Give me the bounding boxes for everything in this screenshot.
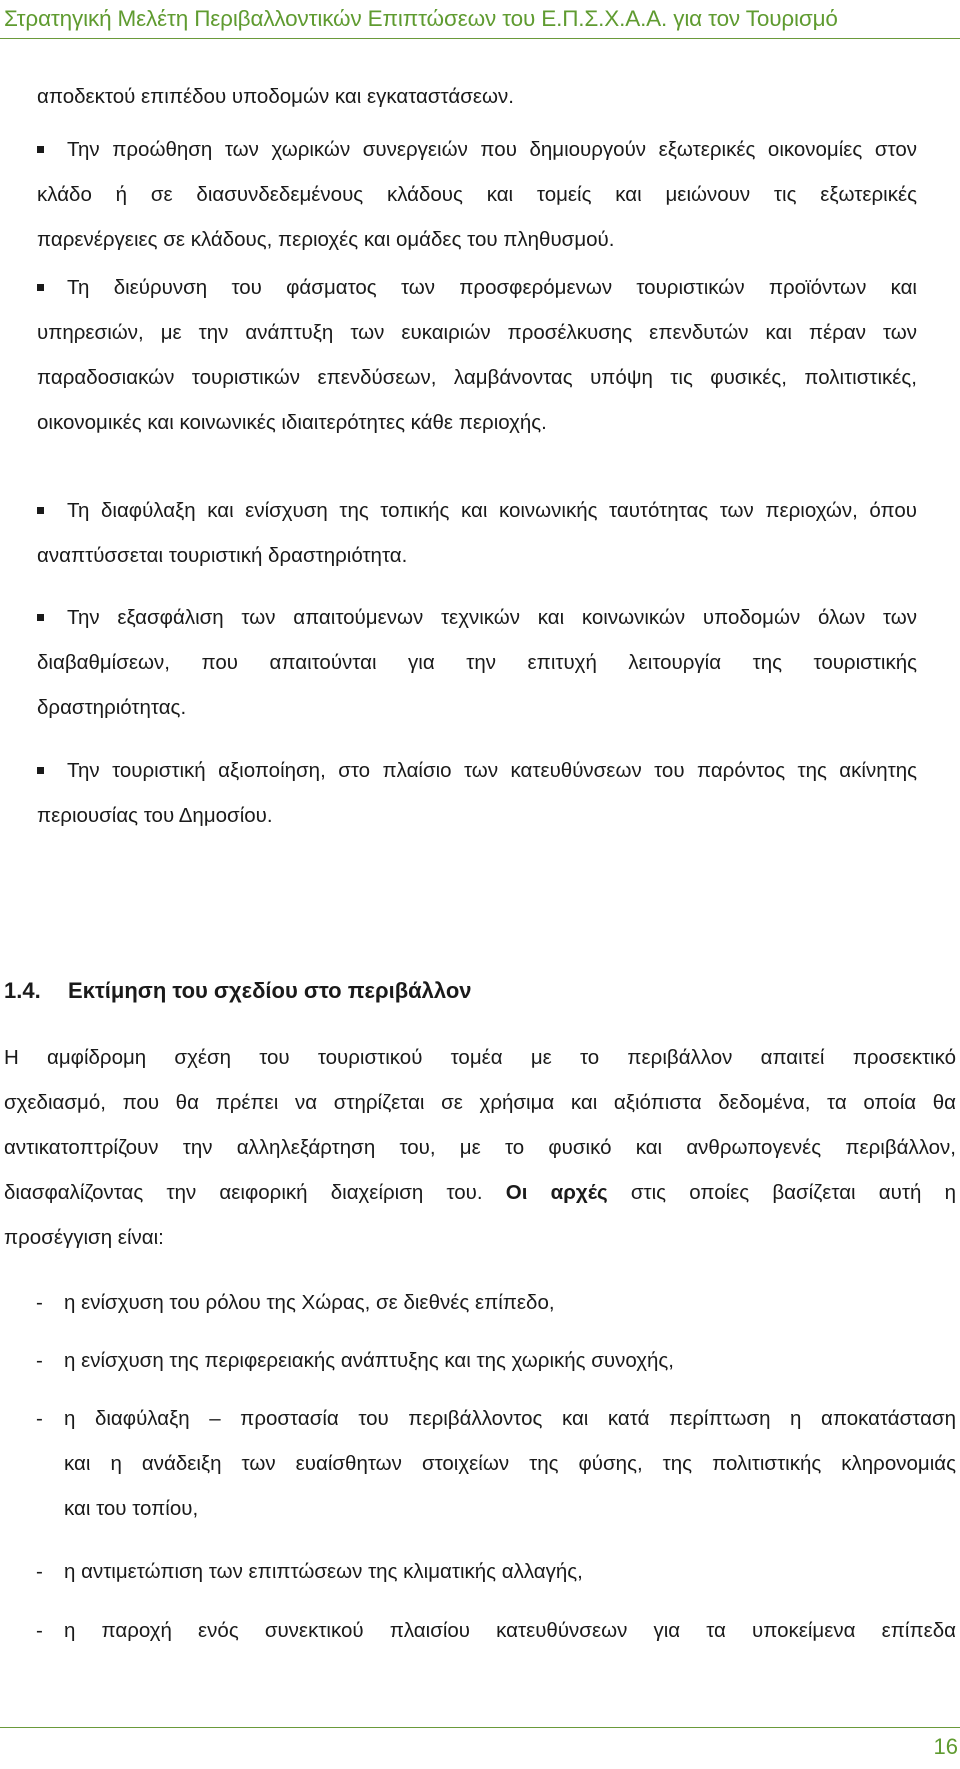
page-header [0, 4, 960, 39]
text-line: Η αμφίδρομη σχέση του τουριστικού τομέα με το περιβάλλον απαιτεί προσεκτικό [4, 1046, 956, 1069]
text-line: Τη διαφύλαξη και ενίσχυση της τοπικής και κοινωνικής ταυτότητας των περιοχών, όπου [67, 499, 917, 522]
text-line: διαβαθμίσεων, που απαιτούνται για την επιτυχή λειτουργία της τουριστικής [37, 651, 917, 674]
text-line: η διαφύλαξη – προστασία του περιβάλλοντος και κατά περίπτωση η αποκατάσταση [64, 1407, 956, 1430]
dash-marker: - [36, 1407, 43, 1430]
text-span: στις οποίες βασίζεται αυτή η [630, 1181, 956, 1204]
continuation-text [37, 74, 917, 119]
text-line: αναπτύσσεται τουριστική δραστηριότητα. [37, 544, 408, 567]
text-line: η παροχή ενός συνεκτικού πλαισίου κατευθύνσεων για τα υποκείμενα επίπεδα [64, 1619, 956, 1642]
text-line: και η ανάδειξη των ευαίσθητων στοιχείων της φύσης, της πολιτιστικής κληρονομιάς [64, 1452, 956, 1475]
section-number: 1.4. [4, 978, 41, 1003]
body-paragraph [4, 1035, 956, 1260]
section-heading [4, 978, 472, 1004]
text-line-mixed [4, 1170, 956, 1215]
text-line: η ενίσχυση του ρόλου της Χώρας, σε διεθνές επίπεδο, [64, 1291, 555, 1314]
page-footer [0, 1727, 960, 1759]
dash-marker: - [36, 1349, 43, 1372]
page-number: 16 [933, 1734, 958, 1759]
bold-text: Οι αρχές [505, 1181, 608, 1204]
text-line: προσέγγιση είναι: [4, 1226, 164, 1249]
dash-marker: - [36, 1619, 43, 1642]
text-line: σχεδιασμό, που θα πρέπει να στηρίζεται σε χρήσιμα και αξιόπιστα δεδομένα, τα οποία θα [4, 1091, 956, 1114]
dash-marker: - [36, 1291, 43, 1314]
section-title: Εκτίμηση του σχεδίου στο περιβάλλον [68, 978, 472, 1003]
text-line: υπηρεσιών, με την ανάπτυξη των ευκαιριών προσέλκυσης επενδυτών και πέραν των [37, 321, 917, 344]
text-line: Την τουριστική αξιοποίηση, στο πλαίσιο των κατευθύνσεων του παρόντος της ακίνητης [67, 759, 917, 782]
text-line: παρενέργειες σε κλάδους, περιοχές και ομάδες του πληθυσμού. [37, 228, 615, 251]
text-line: περιουσίας του Δημοσίου. [37, 804, 273, 827]
text-span: διασφαλίζοντας την αειφορική διαχείριση του. [4, 1181, 483, 1204]
text-line: και του τοπίου, [64, 1497, 199, 1520]
text-line: αντικατοπτρίζουν την αλληλεξάρτηση του, με το φυσικό και ανθρωπογενές περιβάλλον, [4, 1136, 956, 1159]
document-title: Στρατηγική Μελέτη Περιβαλλοντικών Επιπτώσεων του Ε.Π.Σ.Χ.Α.Α. για τον Τουρισμό [4, 6, 838, 31]
text-line: η ενίσχυση της περιφερειακής ανάπτυξης και της χωρικής συνοχής, [64, 1349, 674, 1372]
text-line: δραστηριότητας. [37, 696, 187, 719]
text-line: η αντιμετώπιση των επιπτώσεων της κλιματικής αλλαγής, [64, 1560, 583, 1583]
text-line: Την εξασφάλιση των απαιτούμενων τεχνικών και κοινωνικών υποδομών όλων των [67, 606, 917, 629]
text-line: παραδοσιακών τουριστικών επενδύσεων, λαμβάνοντας υπόψη τις φυσικές, πολιτιστικές, [37, 366, 917, 389]
text-line: αποδεκτού επιπέδου υποδομών και εγκαταστάσεων. [37, 85, 514, 108]
text-line: Την προώθηση των χωρικών συνεργειών που δημιουργούν εξωτερικές οικονομίες στον [67, 138, 917, 161]
text-line: κλάδο ή σε διασυνδεδεμένους κλάδους και τομείς και μειώνουν τις εξωτερικές [37, 183, 917, 206]
dash-marker: - [36, 1560, 43, 1583]
text-line: Τη διεύρυνση του φάσματος των προσφερόμενων τουριστικών προϊόντων και [67, 276, 917, 299]
text-line: οικονομικές και κοινωνικές ιδιαιτερότητες κάθε περιοχής. [37, 411, 547, 434]
